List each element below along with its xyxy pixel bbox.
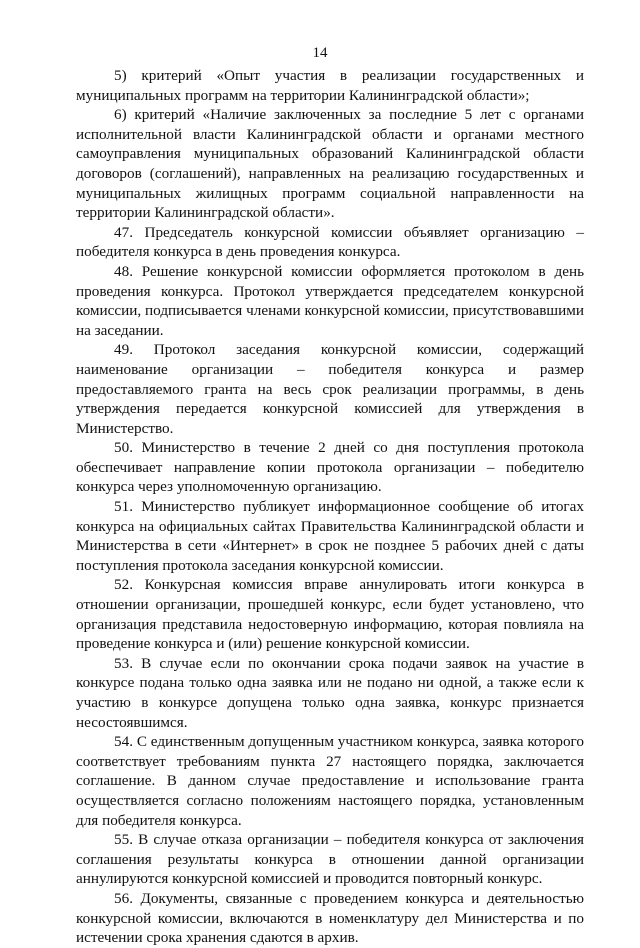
paragraph-49: 49. Протокол заседания конкурсной комиссии, содержащий наименование организации – победителя конкурса и размер предоставляемого гранта на весь срок реализации программы, в день утверждения передается конкурсной комиссией для утверждения в Министерство. (76, 341, 584, 437)
paragraph-54: 54. С единственным допущенным участником конкурса, заявка которого соответствует требованиям пункта 27 настоящего порядка, заключается соглашение. В данном случае предоставление и использование гранта осуществляется согласно положениям настоящего порядка, установленным для победителя конкурса. (76, 733, 584, 829)
paragraph-56: 56. Документы, связанные с проведением конкурса и деятельностью конкурсной комиссии, включаются в номенклатуру дел Министерства и по истечении срока хранения сдаются в архив. (76, 889, 584, 947)
paragraph-criterion-6: 6) критерий «Наличие заключенных за последние 5 лет с органами исполнительной власти Калининградской области и органами местного самоуправления муниципальных образований Калининградской области договоров (соглашений), направленных на реализацию государственных и муниципальных жилищных программ социальной направленности на территории Калининградской области». (76, 106, 584, 222)
paragraph-52: 52. Конкурсная комиссия вправе аннулировать итоги конкурса в отношении организации, прошедшей конкурс, если будет установлено, что организация представила недостоверную информацию, которая повлияла на проведение конкурса и (или) решение конкурсной комиссии. (76, 576, 584, 653)
paragraph-48: 48. Решение конкурсной комиссии оформляется протоколом в день проведения конкурса. Протокол утверждается председателем конкурсной комиссии, подписывается членами конкурсной комиссии, присутствовавшими на заседании. (76, 262, 584, 339)
paragraph-criterion-5: 5) критерий «Опыт участия в реализации государственных и муниципальных программ на территории Калининградской области»; (76, 67, 584, 104)
paragraph-50: 50. Министерство в течение 2 дней со дня поступления протокола обеспечивает направление копии протокола организации – победителю конкурса через уполномоченную организацию. (76, 439, 584, 496)
page-number: 14 (312, 45, 328, 61)
document-body (76, 66, 584, 948)
paragraph-55: 55. В случае отказа организации – победителя конкурса от заключения соглашения результаты конкурса в отношении данной организации аннулируются конкурсной комиссией и проводится повторный конкурс. (76, 831, 584, 888)
paragraph-47: 47. Председатель конкурсной комиссии объявляет организацию – победителя конкурса в день проведения конкурса. (76, 223, 584, 261)
paragraph-53: 53. В случае если по окончании срока подачи заявок на участие в конкурсе подана только одна заявка или не подано ни одной, а также если к участию в конкурсе допущена только одна заявка, конкурс признается несостоявшимся. (76, 654, 584, 731)
paragraph-51: 51. Министерство публикует информационное сообщение об итогах конкурса на официальных сайтах Правительства Калининградской области и Министерства в сети «Интернет» в срок не позднее 5 рабочих дней с даты поступления протокола заседания конкурсной комиссии. (76, 498, 584, 574)
